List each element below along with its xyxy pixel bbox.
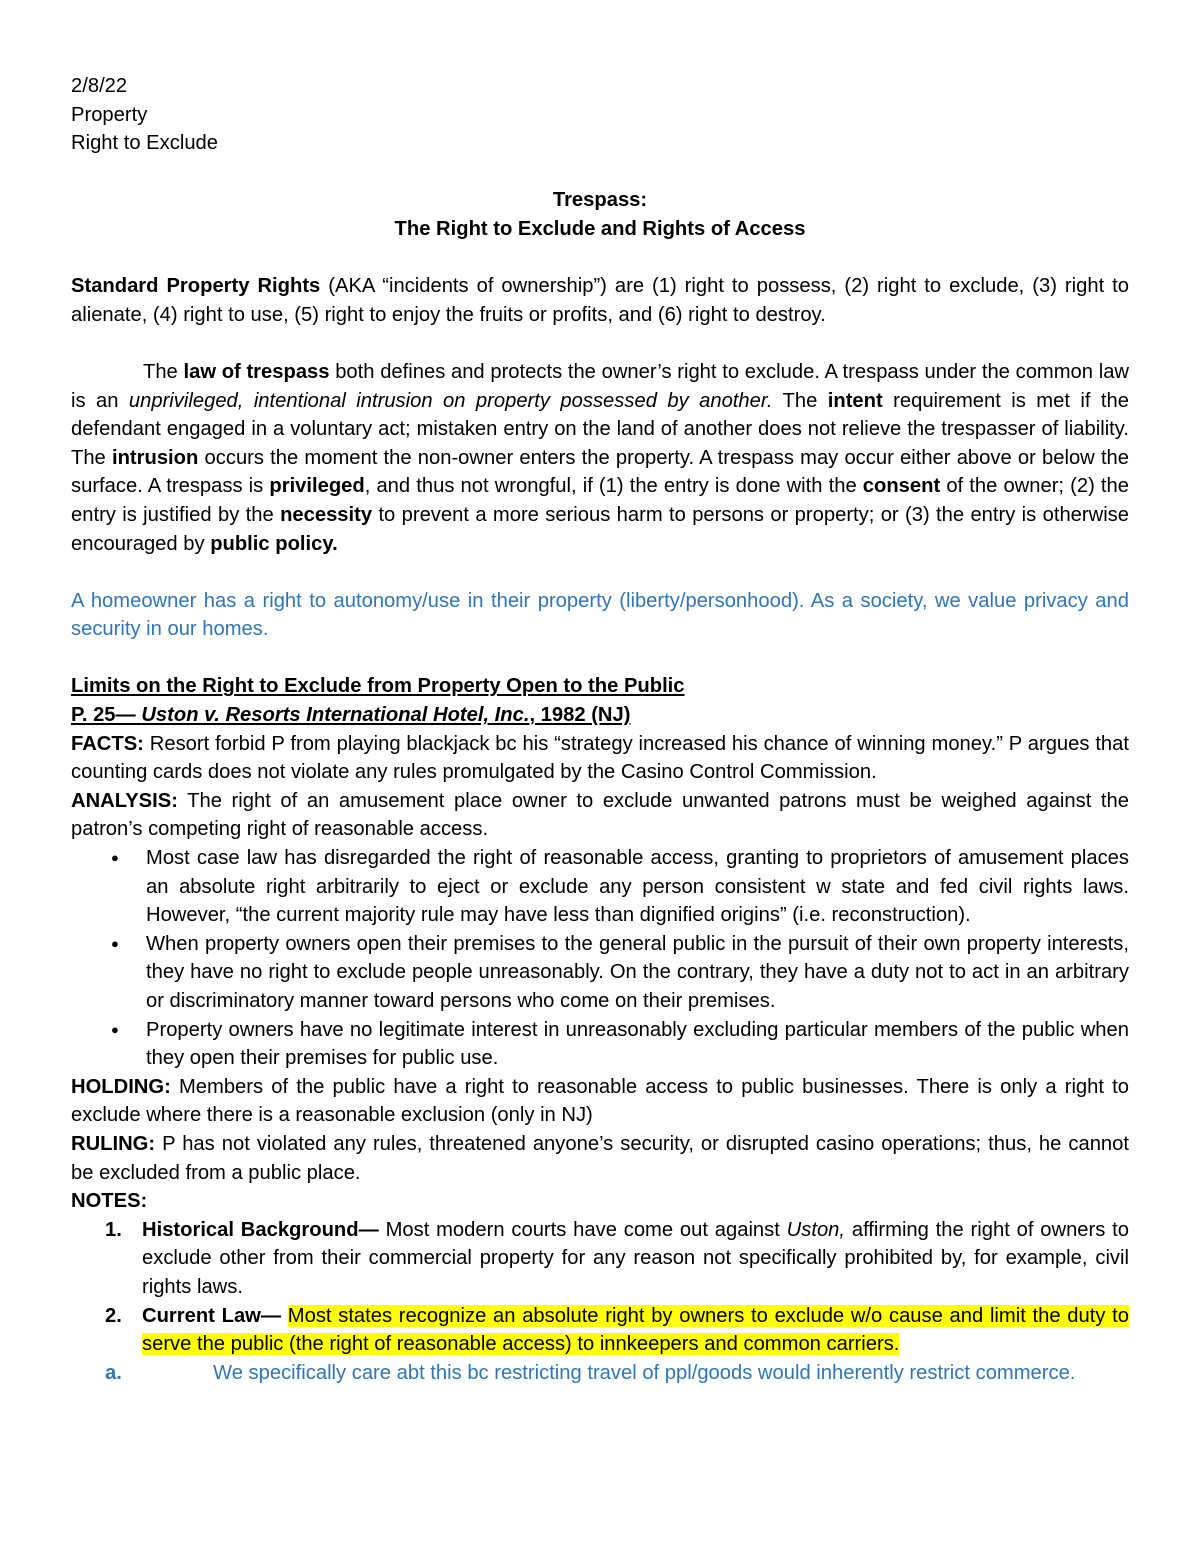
term-consent: consent: [862, 475, 941, 498]
holding-paragraph: [71, 1073, 1129, 1130]
standard-rights-paragraph: [71, 272, 1129, 329]
holding-text: Members of the public have a right to reasonable access to public businesses. There is only a right to exclude where there is a reasonable exclusion (only in NJ): [71, 1075, 1129, 1127]
case-citation: , 1982 (NJ): [529, 704, 631, 727]
term-intrusion: intrusion: [111, 446, 199, 469]
document-body: [71, 72, 1129, 1387]
ruling-label: RULING:: [71, 1132, 156, 1155]
term-necessity: necessity: [280, 503, 373, 526]
trespass-text: , and thus not wrongful, if (1) the entry is done with the: [364, 475, 863, 498]
facts-label: FACTS:: [71, 732, 144, 755]
analysis-bullet-list: [71, 844, 1129, 1073]
trespass-text: The: [143, 360, 184, 383]
trespass-text: requirement is met if the defendant engaged in a voluntary act; mistaken entry on the land of another does not relieve the trespasser of liability. The: [71, 389, 1129, 469]
trespass-text: to prevent a more serious harm to persons or property; or (3) the entry is otherwise encouraged by: [71, 503, 1130, 555]
trespass-paragraph: [71, 358, 1129, 558]
trespass-text: of the owner; (2) the entry is justified by the: [71, 475, 1129, 526]
notes-list: [71, 1216, 1129, 1388]
note-course: Property: [71, 103, 148, 126]
standard-rights-label: Standard Property Rights: [71, 275, 321, 298]
sub-note-text: We specifically care abt this bc restricting travel of ppl/goods would inherently restrict commerce.: [213, 1361, 1076, 1384]
term-intent: intent: [827, 389, 883, 412]
analysis-paragraph: [71, 787, 1129, 844]
analysis-text: The right of an amusement place owner to exclude unwanted patrons must be weighed against the patron’s competing right of reasonable access.: [71, 789, 1129, 841]
homeowner-annotation: A homeowner has a right to autonomy/use in their property (liberty/personhood). As a society, we value privacy and security in our homes.: [71, 589, 1129, 641]
list-item: [71, 1216, 1129, 1302]
note-text: affirming the right of owners to exclude other from their commercial property for any reason not specifically prohibited by, for example, civil rights laws.: [142, 1218, 1129, 1298]
term-law-of-trespass: law of trespass: [183, 360, 330, 383]
term-privileged: privileged: [269, 475, 365, 498]
bullet-icon: ●: [111, 935, 119, 951]
notes-heading: [71, 1187, 1129, 1216]
term-public-policy: public policy.: [210, 532, 338, 555]
analysis-label: ANALYSIS:: [71, 789, 178, 812]
case-page-ref: P. 25—: [71, 704, 142, 727]
note-number: 2.: [105, 1304, 122, 1327]
trespass-text: both defines and protects the owner’s right to exclude. A trespass under the common law is an: [71, 360, 1129, 412]
note-date: 2/8/22: [71, 75, 128, 97]
note-case-ref: Uston,: [786, 1218, 846, 1241]
case-name: Uston v. Resorts International Hotel, Inc.: [141, 704, 530, 727]
note-number: 1.: [105, 1218, 122, 1241]
section-heading: [71, 672, 1129, 701]
bullet-text: Most case law has disregarded the right of reasonable access, granting to proprietors of amusement places an absolute right arbitrarily to eject or exclude any person consistent w state and fed civil rights laws. However, “the current majority rule may have less than dignified origins” (i.e. reconstruction).: [146, 847, 1129, 927]
notes-label: NOTES:: [71, 1190, 148, 1213]
bullet-text: When property owners open their premises to the general public in the pursuit of their own property interests, they have no right to exclude people unreasonably. On the contrary, they have a duty not to act in an arbitrary or discriminatory manner toward persons who come on their premises.: [146, 932, 1129, 1012]
facts-text: Resort forbid P from playing blackjack bc his “strategy increased his chance of winning money.” P argues that counting cards does not violate any rules promulgated by the Casino Control Commission.: [71, 732, 1129, 784]
title-line-1: Trespass:: [552, 189, 648, 212]
note-label: Historical Background—: [142, 1218, 379, 1241]
sub-note: [71, 1359, 1129, 1388]
title-line-2: The Right to Exclude and Rights of Access: [394, 217, 806, 240]
trespass-text: The: [772, 389, 828, 412]
limits-heading: Limits on the Right to Exclude from Property Open to the Public: [71, 675, 685, 698]
list-item: [71, 1302, 1129, 1388]
note-topic: Right to Exclude: [71, 132, 219, 155]
facts-paragraph: [71, 730, 1129, 787]
trespass-definition: unprivileged, intentional intrusion on property possessed by another.: [128, 389, 773, 412]
list-item: [71, 930, 1129, 1016]
highlighted-text: Most states recognize an absolute right by owners to exclude w/o cause and limit the duty to serve the public (the right of reasonable access) to innkeepers and common carriers.: [142, 1304, 1129, 1356]
bullet-icon: ●: [111, 850, 119, 866]
note-text: Most modern courts have come out against: [378, 1218, 787, 1241]
trespass-text: occurs the moment the non-owner enters the property. A trespass may occur either above or below the surface. A trespass is: [71, 446, 1130, 498]
standard-rights-text: (AKA “incidents of ownership”) are (1) right to possess, (2) right to exclude, (3) right to alienate, (4) right to use, (5) right to enjoy the fruits or profits, and (6) right to destroy.: [71, 275, 1130, 326]
case-heading: [71, 701, 1129, 730]
bullet-text: Property owners have no legitimate interest in unreasonably excluding particular members of the public when they open their premises for public use.: [146, 1018, 1129, 1070]
sub-note-letter: a.: [105, 1361, 122, 1384]
ruling-text: P has not violated any rules, threatened anyone’s security, or disrupted casino operations; thus, he cannot be excluded from a public place.: [71, 1132, 1129, 1184]
bullet-icon: ●: [111, 1021, 119, 1037]
note-label: Current Law—: [142, 1304, 282, 1327]
holding-label: HOLDING:: [71, 1075, 171, 1098]
list-item: [71, 844, 1129, 930]
list-item: [71, 1016, 1129, 1073]
ruling-paragraph: [71, 1130, 1129, 1187]
